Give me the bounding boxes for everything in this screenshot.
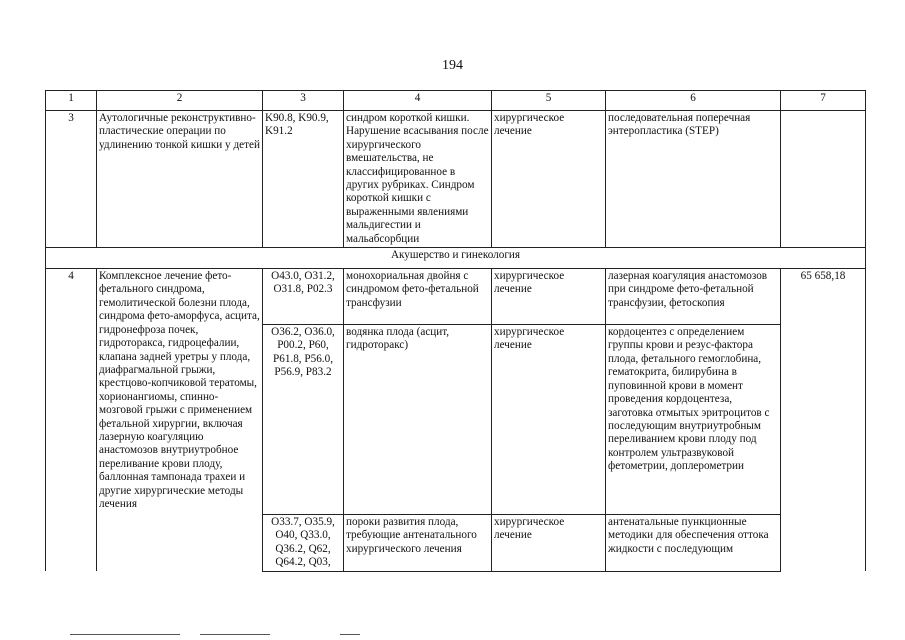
price: 65 658,18	[781, 269, 866, 572]
treatment-type: хирургическое лечение	[492, 515, 606, 572]
icd-codes: O43.0, O31.2, O31.8, P02.3	[263, 269, 344, 325]
scan-edge-line	[200, 634, 270, 635]
treatment-method: последовательная поперечная энтеропластика (STEP)	[606, 111, 781, 248]
section-row	[46, 248, 866, 269]
scan-edge-line	[70, 634, 180, 635]
row-number: 3	[46, 111, 97, 248]
col-header: 3	[263, 91, 344, 111]
col-header: 7	[781, 91, 866, 111]
table-row	[46, 269, 866, 325]
patient-model: пороки развития плода, требующие антенатального хирургического лечения	[344, 515, 492, 572]
col-header: 2	[97, 91, 263, 111]
treatment-type: хирургическое лечение	[492, 269, 606, 325]
page-number: 194	[442, 58, 463, 73]
table-row	[46, 111, 866, 248]
col-header: 4	[344, 91, 492, 111]
section-title: Акушерство и гинекология	[46, 248, 866, 269]
icd-codes: K90.8, K90.9, K91.2	[263, 111, 344, 248]
service-name: Комплексное лечение фето-фетального синдрома, гемолитической болезни плода, синдрома фето-аморфуса, асцита, гидронефроза почек, гидроторакса, гидроцефалии, клапана задней уретры у плода, диафрагмальной грыжи, крестцово-копчиковой тератомы, хорионангиомы, спинно-мозговой грыжи с применением фетальной хирургии, включая лазерную коагуляцию анастомозов внутриутробное переливание крови плоду, баллонная тампонада трахеи и другие хирургические методы лечения	[97, 269, 263, 572]
treatment-type: хирургическое лечение	[492, 111, 606, 248]
price	[781, 111, 866, 248]
service-name: Аутологичные реконструктивно-пластические операции по удлинению тонкой кишки у детей	[97, 111, 263, 248]
treatment-method: кордоцентез с определением группы крови и резус-фактора плода, фетального гемоглобина, гематокрита, билирубина в пуповинной крови в момент проведения кордоцентеза, заготовка отмытых эритроцитов с последующим внутриутробным переливанием крови плоду под контролем ультразвуковой фетометрии, доплерометрии	[606, 325, 781, 515]
header-row	[46, 91, 866, 111]
col-header: 1	[46, 91, 97, 111]
services-table	[45, 90, 866, 572]
treatment-method: лазерная коагуляция анастомозов при синдроме фето-фетальной трансфузии, фетоскопия	[606, 269, 781, 325]
scan-edge-line	[340, 634, 360, 635]
patient-model: монохориальная двойня с синдромом фето-фетальной трансфузии	[344, 269, 492, 325]
patient-model: водянка плода (асцит, гидроторакс)	[344, 325, 492, 515]
icd-codes: O33.7, O35.9, O40, Q33.0, Q36.2, Q62, Q64.2, Q03,	[263, 515, 344, 572]
col-header: 5	[492, 91, 606, 111]
row-number: 4	[46, 269, 97, 572]
treatment-method: антенатальные пункционные методики для обеспечения оттока жидкости с последующим	[606, 515, 781, 572]
col-header: 6	[606, 91, 781, 111]
icd-codes: O36.2, O36.0, P00.2, P60, P61.8, P56.0, P56.9, P83.2	[263, 325, 344, 515]
treatment-type: хирургическое лечение	[492, 325, 606, 515]
patient-model: синдром короткой кишки. Нарушение всасывания после хирургического вмешательства, не классифицированное в других рубриках. Синдром короткой кишки с выраженными явлениями мальдигестии и мальабсорбции	[344, 111, 492, 248]
